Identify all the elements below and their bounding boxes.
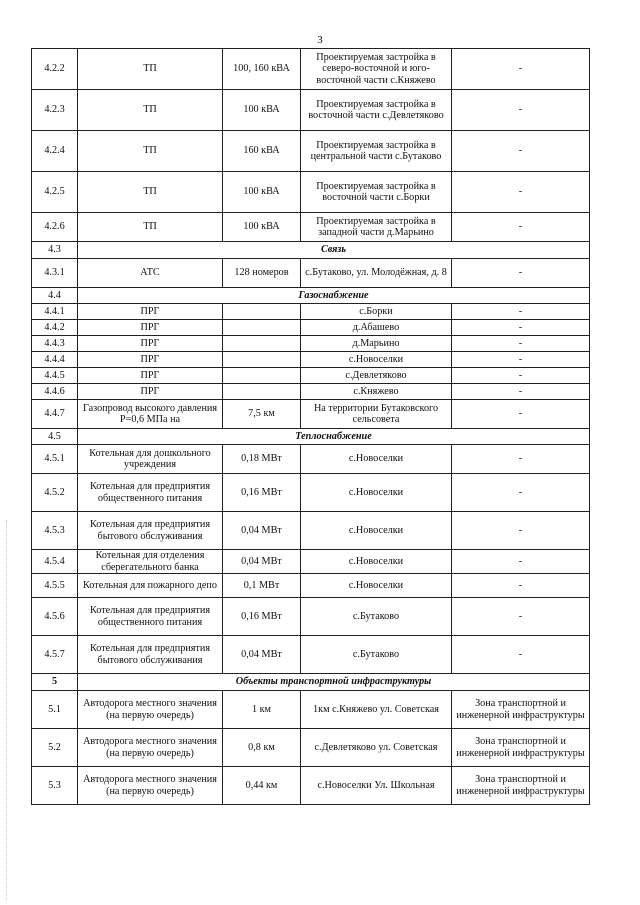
row-number: 5.1 [32,691,78,729]
object-name: ТП [78,131,223,172]
row-number: 4.3.1 [32,259,78,288]
object-location: с.Новоселки [301,474,452,512]
object-location: 1км с.Княжево ул. Советская [301,691,452,729]
table-row [32,320,590,336]
table-row [32,400,590,429]
section-row [32,429,590,445]
object-zone: - [452,172,590,213]
table-row [32,49,590,90]
table-row [32,336,590,352]
object-name: Котельная для предприятия бытового обслуживания [78,512,223,550]
table-row [32,213,590,242]
object-capacity: 100 кВА [223,90,301,131]
row-number: 4.2.6 [32,213,78,242]
object-capacity: 0,16 МВт [223,474,301,512]
object-capacity: 0,18 МВт [223,445,301,474]
object-zone: - [452,574,590,598]
object-location: Проектируемая застройка в восточной части с.Девлетяково [301,90,452,131]
object-capacity: 100 кВА [223,172,301,213]
table-row [32,598,590,636]
object-location: На территории Бутаковского сельсовета [301,400,452,429]
object-location: с.Бутаково [301,636,452,674]
row-number: 4.4.7 [32,400,78,429]
section-number: 4.4 [32,288,78,304]
object-capacity: 0,16 МВт [223,598,301,636]
section-title: Связь [78,242,590,259]
object-capacity: 1 км [223,691,301,729]
table-row [32,304,590,320]
object-capacity: 0,04 МВт [223,512,301,550]
object-location: с.Борки [301,304,452,320]
row-number: 4.2.2 [32,49,78,90]
object-name: Котельная для предприятия общественного питания [78,474,223,512]
object-location: Проектируемая застройка в западной части д.Марьино [301,213,452,242]
object-zone: - [452,598,590,636]
object-zone: - [452,474,590,512]
object-location: с.Новоселки [301,574,452,598]
row-number: 4.5.7 [32,636,78,674]
object-capacity: 0,04 МВт [223,550,301,574]
object-location: с.Девлетяково ул. Советская [301,729,452,767]
object-location: д.Абашево [301,320,452,336]
row-number: 4.2.4 [32,131,78,172]
table-row [32,574,590,598]
row-number: 4.5.6 [32,598,78,636]
object-name: Котельная для дошкольного учреждения [78,445,223,474]
row-number: 4.5.4 [32,550,78,574]
object-location: с.Новоселки [301,512,452,550]
object-capacity [223,336,301,352]
row-number: 4.5.2 [32,474,78,512]
row-number: 4.4.6 [32,384,78,400]
row-number: 4.5.5 [32,574,78,598]
object-name: Автодорога местного значения (на первую очередь) [78,691,223,729]
object-name: ПРГ [78,368,223,384]
object-capacity: 0,04 МВт [223,636,301,674]
row-number: 5.3 [32,767,78,805]
object-capacity: 100 кВА [223,213,301,242]
object-zone: - [452,400,590,429]
object-name: Котельная для отделения сберегательного банка [78,550,223,574]
object-name: АТС [78,259,223,288]
object-capacity: 0,44 км [223,767,301,805]
object-zone: - [452,550,590,574]
section-row [32,288,590,304]
table-row [32,691,590,729]
object-zone: Зона транспортной и инженерной инфраструктуры [452,767,590,805]
row-number: 4.2.5 [32,172,78,213]
object-name: Газопровод высокого давления Р=0,6 МПа на [78,400,223,429]
scan-edge-line [6,520,8,900]
object-zone: - [452,336,590,352]
object-location: с.Девлетяково [301,368,452,384]
object-zone: - [452,259,590,288]
section-title: Газоснабжение [78,288,590,304]
table-row [32,384,590,400]
object-name: ТП [78,172,223,213]
object-location: с.Новоселки [301,445,452,474]
object-name: Котельная для предприятия общественного питания [78,598,223,636]
object-location: с.Новоселки Ул. Школьная [301,767,452,805]
object-capacity: 128 номеров [223,259,301,288]
section-number: 4.5 [32,429,78,445]
section-title: Объекты транспортной инфраструктуры [78,674,590,691]
object-zone: - [452,445,590,474]
table-row [32,131,590,172]
section-number: 5 [32,674,78,691]
section-row [32,674,590,691]
object-location: Проектируемая застройка в восточной части с.Борки [301,172,452,213]
object-location: с.Новоселки [301,352,452,368]
row-number: 5.2 [32,729,78,767]
object-zone: - [452,368,590,384]
table-row [32,352,590,368]
object-capacity [223,304,301,320]
object-zone: - [452,131,590,172]
object-capacity [223,352,301,368]
row-number: 4.4.4 [32,352,78,368]
infrastructure-table [31,48,590,805]
object-zone: - [452,352,590,368]
table-row [32,767,590,805]
section-number: 4.3 [32,242,78,259]
table-row [32,90,590,131]
object-capacity: 0,1 МВт [223,574,301,598]
object-location: с.Новоселки [301,550,452,574]
row-number: 4.5.1 [32,445,78,474]
object-name: Котельная для предприятия бытового обслуживания [78,636,223,674]
object-capacity: 0,8 км [223,729,301,767]
row-number: 4.4.2 [32,320,78,336]
object-location: с.Бутаково, ул. Молодёжная, д. 8 [301,259,452,288]
object-capacity [223,368,301,384]
object-capacity: 100, 160 кВА [223,49,301,90]
object-zone: - [452,213,590,242]
object-name: ПРГ [78,336,223,352]
object-name: Автодорога местного значения (на первую очередь) [78,767,223,805]
table-row [32,636,590,674]
table-row [32,368,590,384]
object-location: с.Бутаково [301,598,452,636]
row-number: 4.2.3 [32,90,78,131]
object-name: Автодорога местного значения (на первую очередь) [78,729,223,767]
object-name: ТП [78,213,223,242]
table-row [32,729,590,767]
object-zone: Зона транспортной и инженерной инфраструктуры [452,691,590,729]
table-row [32,445,590,474]
object-zone: Зона транспортной и инженерной инфраструктуры [452,729,590,767]
object-location: д.Марьино [301,336,452,352]
row-number: 4.4.5 [32,368,78,384]
section-title: Теплоснабжение [78,429,590,445]
object-name: ПРГ [78,384,223,400]
object-location: Проектируемая застройка в северо-восточной и юго-восточной части с.Княжево [301,49,452,90]
object-name: ПРГ [78,320,223,336]
object-name: ТП [78,90,223,131]
object-zone: - [452,304,590,320]
table-row [32,474,590,512]
row-number: 4.4.3 [32,336,78,352]
object-zone: - [452,49,590,90]
object-capacity [223,384,301,400]
table-row [32,259,590,288]
object-zone: - [452,512,590,550]
row-number: 4.5.3 [32,512,78,550]
section-row [32,242,590,259]
object-name: ПРГ [78,304,223,320]
object-zone: - [452,384,590,400]
table-row [32,550,590,574]
object-location: с.Княжево [301,384,452,400]
table-row [32,172,590,213]
object-capacity [223,320,301,336]
object-location: Проектируемая застройка в центральной части с.Бутаково [301,131,452,172]
row-number: 4.4.1 [32,304,78,320]
object-zone: - [452,90,590,131]
object-name: ПРГ [78,352,223,368]
object-zone: - [452,636,590,674]
object-capacity: 7,5 км [223,400,301,429]
object-name: Котельная для пожарного депо [78,574,223,598]
object-zone: - [452,320,590,336]
table-row [32,512,590,550]
object-capacity: 160 кВА [223,131,301,172]
page-number: 3 [317,34,323,46]
object-name: ТП [78,49,223,90]
